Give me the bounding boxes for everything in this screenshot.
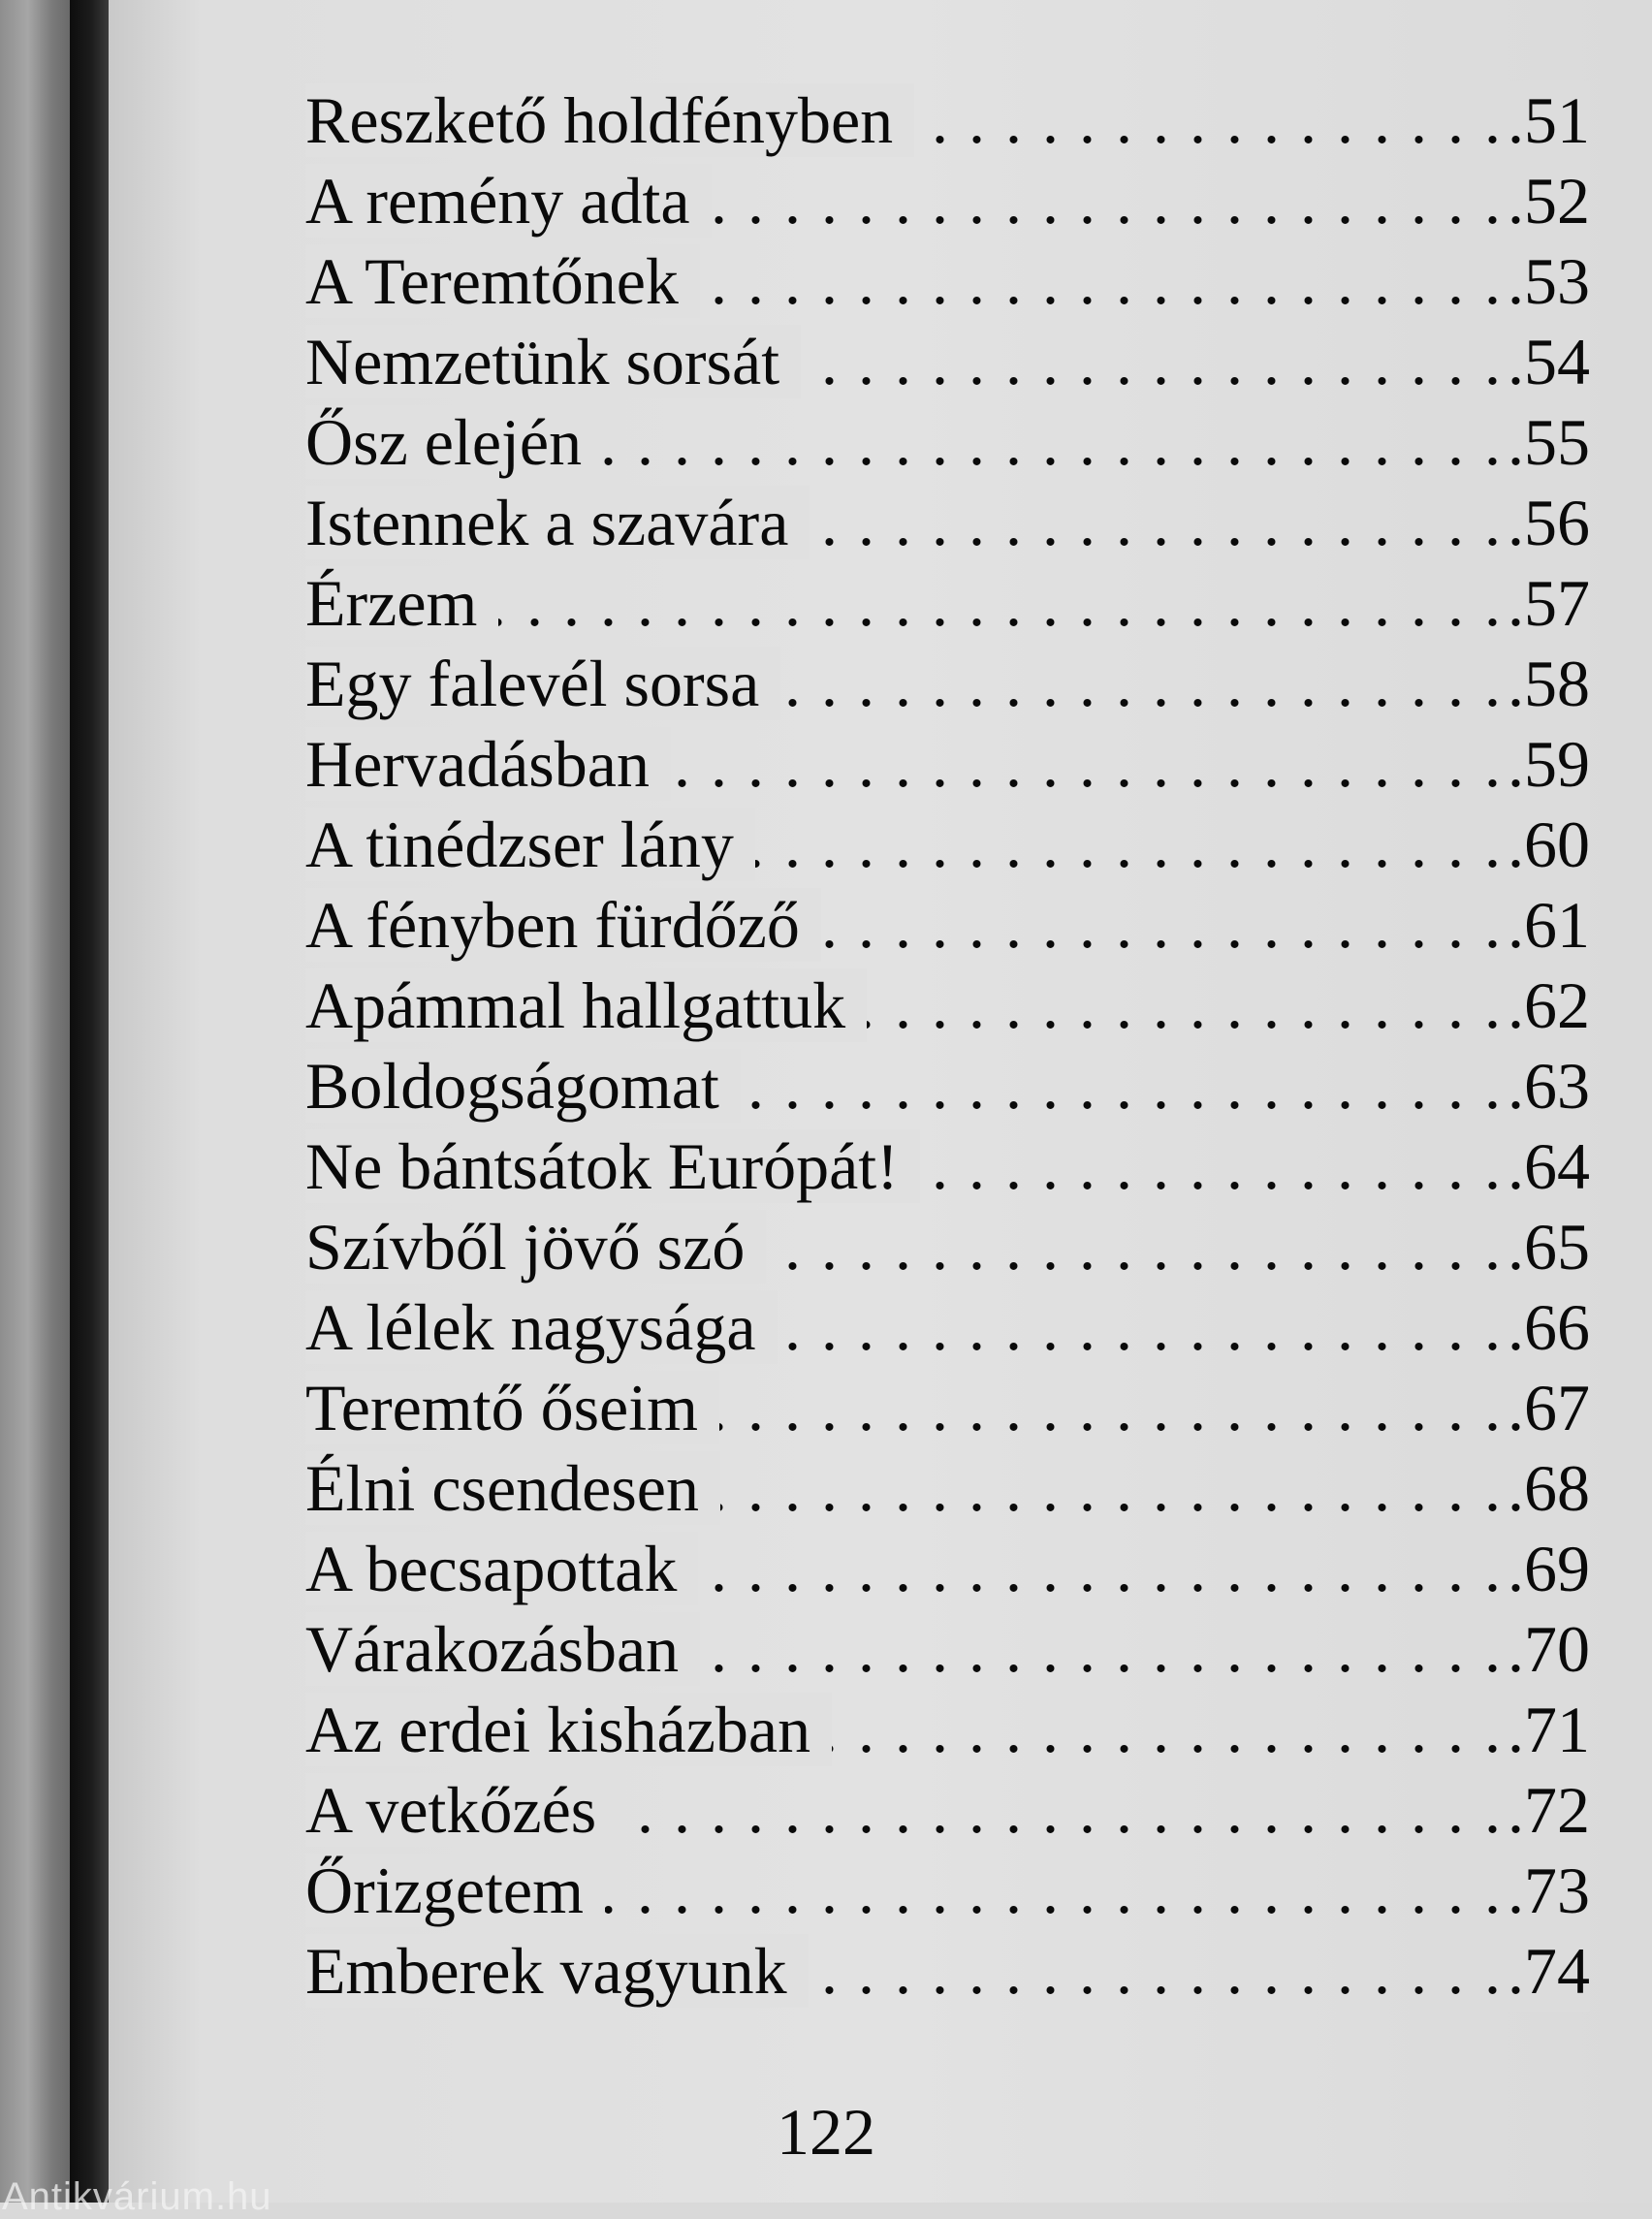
toc-entry [305,1609,1590,1690]
toc-entry-page: .67 [1504,1368,1590,1448]
toc-entry-title: Teremtő őseim [305,1371,719,1444]
toc-entry [305,483,1590,563]
toc-entry-title: Ne bántsátok Európát! [305,1129,920,1203]
toc-entry [305,966,1590,1046]
toc-entry-title: Istennek a szavára [305,486,810,559]
toc-entry-title: Apámmal hallgattuk [305,968,867,1042]
toc-entry-title: Ősz elején [305,405,603,479]
toc-entry [305,1126,1590,1207]
toc-entry [305,885,1590,966]
toc-entry [305,1931,1590,2012]
toc-entry [305,1448,1590,1529]
toc-entry [305,805,1590,885]
table-of-contents [305,80,1590,2012]
toc-entry [305,80,1590,161]
toc-entry [305,241,1590,322]
toc-entry [305,322,1590,402]
toc-entry-title: A tinédzser lány [305,808,755,881]
toc-entry-title: A Teremtőnek [305,244,700,318]
toc-entry [305,644,1590,724]
toc-entry-page: .62 [1504,966,1590,1046]
toc-entry-page: .61 [1504,885,1590,966]
toc-entry-title: A lélek nagysága [305,1290,778,1364]
toc-entry-title: Érzem [305,566,498,640]
toc-entry-page: .64 [1504,1126,1590,1207]
toc-entry-title: Boldogságomat [305,1049,741,1123]
book-spine [0,0,70,2203]
toc-entry [305,1207,1590,1287]
toc-entry-page: .52 [1504,161,1590,241]
toc-entry-page: .60 [1504,805,1590,885]
toc-entry [305,161,1590,241]
toc-entry-page: .58 [1504,644,1590,724]
toc-entry-title: A becsapottak [305,1532,698,1605]
book-gutter-shadow [70,0,109,2203]
toc-entry-page: .69 [1504,1529,1590,1609]
toc-entry-title: Reszkető holdfényben [305,83,914,157]
toc-entry [305,1287,1590,1368]
toc-entry [305,1770,1590,1851]
toc-entry-page: .63 [1504,1046,1590,1126]
toc-entry-page: .65 [1504,1207,1590,1287]
toc-entry [305,563,1590,644]
toc-entry-title: A vetkőzés [305,1773,618,1847]
toc-entry-page: .68 [1504,1448,1590,1529]
toc-entry-page: .70 [1504,1609,1590,1690]
toc-entry [305,1851,1590,1931]
toc-entry-page: .59 [1504,724,1590,805]
toc-entry-page: .56 [1504,483,1590,563]
toc-entry-page: .66 [1504,1287,1590,1368]
toc-entry [305,724,1590,805]
toc-entry-title: Őrizgetem [305,1854,605,1927]
toc-entry [305,1529,1590,1609]
toc-entry-page: .57 [1504,563,1590,644]
toc-entry-page: .54 [1504,322,1590,402]
toc-entry [305,1690,1590,1770]
toc-entry-title: Emberek vagyunk [305,1934,809,2008]
toc-entry [305,1368,1590,1448]
watermark-text: Antikvárium.hu [2,2175,272,2218]
toc-entry-title: Az erdei kisházban [305,1693,832,1766]
toc-entry-title: Egy falevél sorsa [305,647,780,720]
toc-entry-page: .74 [1504,1931,1590,2012]
toc-entry-page: .71 [1504,1690,1590,1770]
toc-entry-title: Hervadásban [305,727,671,801]
toc-entry-title: A remény adta [305,164,712,238]
toc-entry-page: .72 [1504,1770,1590,1851]
toc-entry-title: A fényben fürdőző [305,888,821,962]
toc-entry-page: .53 [1504,241,1590,322]
toc-entry-title: Várakozásban [305,1612,700,1686]
page-number: 122 [777,2095,875,2169]
toc-entry [305,402,1590,483]
toc-entry-title: Nemzetünk sorsát [305,325,801,398]
toc-entry-page: .73 [1504,1851,1590,1931]
toc-entry-title: Szívből jövő szó [305,1210,766,1284]
toc-entry-page: .55 [1504,402,1590,483]
toc-entry [305,1046,1590,1126]
toc-entry-page: .51 [1504,80,1590,161]
toc-entry-title: Élni csendesen [305,1451,720,1525]
